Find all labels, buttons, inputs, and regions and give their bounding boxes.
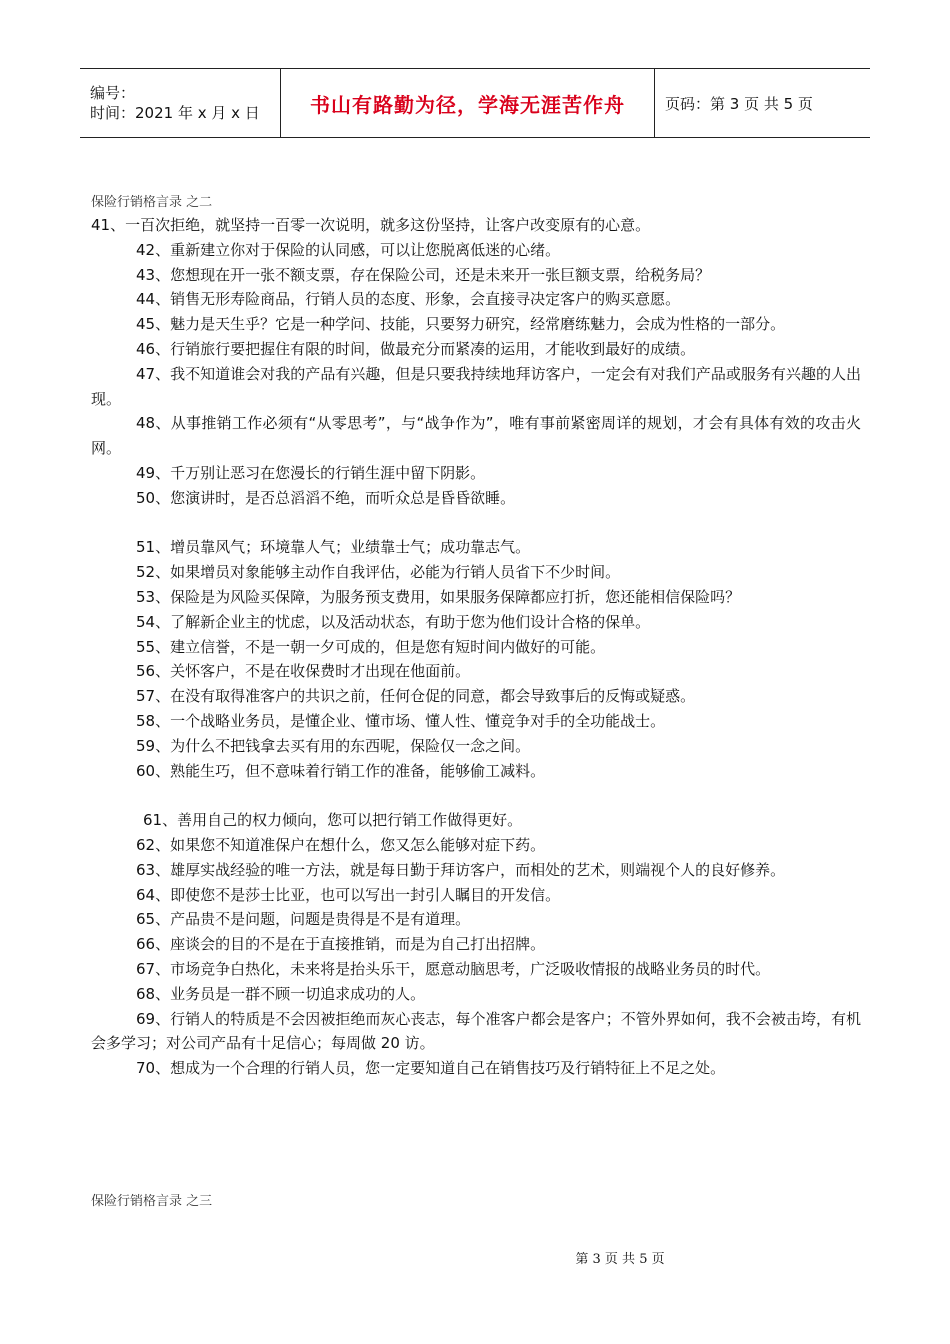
list-item: 66、座谈会的目的不是在于直接推销，而是为自己打出招牌。: [136, 935, 546, 954]
list-item: 48、从事推销工作必须有“从零思考”，与“战争作为”，唯有事前紧密周详的规划，才会有具体有效的攻击火网。: [91, 414, 861, 458]
section-title-2: 保险行销格言录 之二: [91, 195, 213, 210]
list-item: 52、如果增员对象能够主动作自我评估，必能为行销人员省下不少时间。: [136, 563, 621, 582]
list-item: 69、行销人的特质是不会因被拒绝而灰心丧志，每个准客户都会是客户；不管外界如何，我不会被击垮，有机会多学习；对公司产品有十足信心；每周做 20 访。: [91, 1009, 861, 1053]
list-item: 67、市场竞争白热化，未来将是抬头乐干，愿意动脑思考，广泛吸收情报的战略业务员的时代。: [136, 959, 771, 978]
list-item: 50、您演讲时，是否总滔滔不绝，而听众总是昏昏欲睡。: [136, 488, 516, 507]
list-item: 46、行销旅行要把握住有限的时间，做最充分而紧凑的运用，才能收到最好的成绩。: [136, 339, 696, 358]
list-item: 56、关怀客户，不是在收保费时才出现在他面前。: [136, 662, 471, 681]
document-number-label: 编号：: [90, 84, 136, 102]
motto-text: 书山有路勤为径，学海无涯苦作舟: [310, 92, 625, 117]
list-item: 44、销售无形寿险商品，行销人员的态度、形象，会直接寻决定客户的购买意愿。: [136, 290, 681, 309]
page-footer: [0, 1248, 950, 1267]
list-item: 47、我不知道谁会对我的产品有兴趣，但是只要我持续地拜访客户，一定会有对我们产品或服务有兴趣的人出现。: [91, 364, 861, 408]
list-item: 62、如果您不知道准保户在想什么，您又怎么能够对症下药。: [136, 835, 546, 854]
paragraph-gap: [91, 783, 861, 808]
list-item: 59、为什么不把钱拿去买有用的东西呢，保险仅一念之间。: [136, 736, 531, 755]
list-item: 54、了解新企业主的忧虑，以及活动状态，有助于您为他们设计合格的保单。: [136, 612, 651, 631]
section-title-3: 保险行销格言录 之三: [91, 1194, 213, 1209]
main-content: [91, 213, 861, 1081]
list-item: 55、建立信誉，不是一朝一夕可成的，但是您有短时间内做好的可能。: [136, 637, 606, 656]
paragraph-gap: [91, 511, 861, 536]
footer-page-number: 第 3 页 共 5 页: [575, 1252, 665, 1267]
list-item: 70、想成为一个合理的行销人员，您一定要知道自己在销售技巧及行销特征上不足之处。: [136, 1059, 726, 1078]
header-meta: [80, 69, 281, 137]
list-item: 41、一百次拒绝，就坚持一百零一次说明，就多这份坚持，让客户改变原有的心意。: [91, 216, 651, 234]
list-item: 65、产品贵不是问题，问题是贵得是不是有道理。: [136, 910, 471, 929]
page-number-label: 页码：第 3 页 共 5 页: [665, 94, 813, 113]
list-item: 42、重新建立你对于保险的认同感，可以让您脱离低迷的心绪。: [136, 240, 561, 259]
list-item: 58、一个战略业务员，是懂企业、懂市场、懂人性、懂竞争对手的全功能战士。: [136, 711, 666, 730]
header-motto-cell: [281, 69, 655, 137]
list-item: 63、雄厚实战经验的唯一方法，就是每日勤于拜访客户，而相处的艺术，则端视个人的良好修养。: [136, 860, 786, 879]
list-item: 45、魅力是天生乎？它是一种学问、技能，只要努力研究，经常磨练魅力，会成为性格的一部分。: [136, 315, 786, 334]
list-item: 49、千万别让恶习在您漫长的行销生涯中留下阴影。: [136, 463, 486, 482]
list-item: 60、熟能生巧，但不意味着行销工作的准备，能够偷工减料。: [136, 761, 546, 780]
list-item: 61、善用自己的权力倾向，您可以把行销工作做得更好。: [143, 811, 523, 830]
list-item: 43、您想现在开一张不额支票，存在保险公司，还是未来开一张巨额支票，给税务局？: [136, 265, 711, 284]
page-header: [80, 68, 870, 138]
list-item: 64、即使您不是莎士比亚，也可以写出一封引人瞩目的开发信。: [136, 885, 561, 904]
list-item: 68、业务员是一群不顾一切追求成功的人。: [136, 984, 426, 1003]
list-item: 51、增员靠风气；环境靠人气；业绩靠士气；成功靠志气。: [136, 538, 531, 557]
list-item: 57、在没有取得准客户的共识之前，任何仓促的同意，都会导致事后的反悔或疑惑。: [136, 687, 696, 706]
header-page-cell: [655, 69, 870, 137]
document-date: 时间：2021 年 x 月 x 日: [90, 104, 260, 122]
list-item: 53、保险是为风险买保障，为服务预支费用，如果服务保障都应打折，您还能相信保险吗？: [136, 587, 741, 606]
